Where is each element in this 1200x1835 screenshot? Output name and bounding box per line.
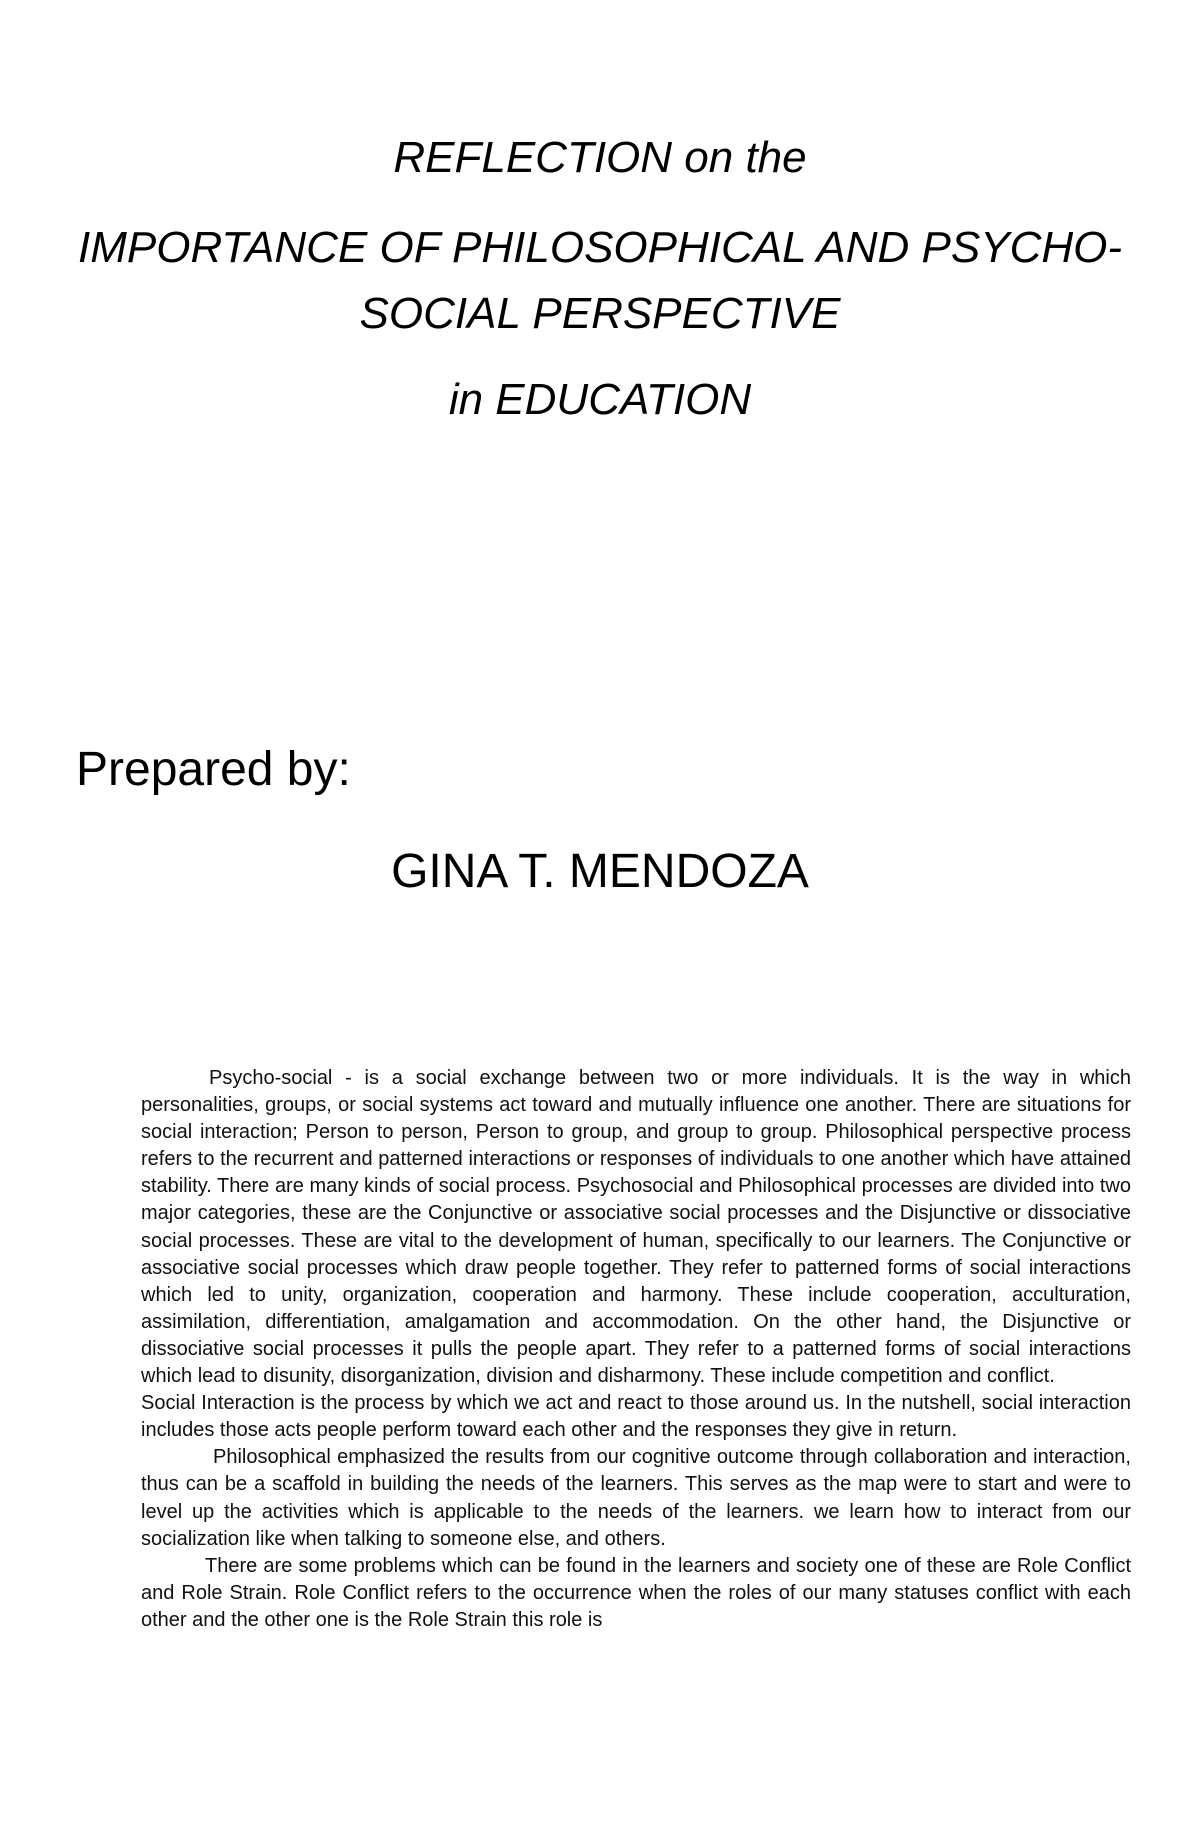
body-text xyxy=(141,1065,1131,1634)
prepared-by-label: Prepared by: xyxy=(76,743,351,796)
title-line-2: IMPORTANCE OF PHILOSOPHICAL AND PSYCHO- xyxy=(78,223,1122,272)
title-line-4: in EDUCATION xyxy=(448,375,752,424)
title-line-3: SOCIAL PERSPECTIVE xyxy=(359,289,841,338)
paragraph-social-interaction: Social Interaction is the process by which we act and react to those around us. In the nutshell, social interaction includes those acts people perform toward each other and the responses they give in return. xyxy=(141,1392,1131,1442)
title-line-1: REFLECTION on the xyxy=(393,133,807,182)
paragraph-psycho-social: Psycho-social - is a social exchange between two or more individuals. It is the way in which personalities, groups, or social systems act toward and mutually influence one another. There are situations for social interaction; Person to person, Person to group, and group to group. Philosophical perspective process refers to the recurrent and patterned interactions or responses of individuals to one another which have attained stability. There are many kinds of social process. Psychosocial and Philosophical processes are divided into two major categories, these are the Conjunctive or associative social processes and the Disjunctive or dissociative social processes. These are vital to the development of human, specifically to our learners. The Conjunctive or associative social processes which draw people together. They refer to patterned forms of social interactions which led to unity, organization, cooperation and harmony. These include cooperation, acculturation, assimilation, differentiation, amalgamation and accommodation. On the other hand, the Disjunctive or dissociative social processes it pulls the people apart. They refer to a patterned forms of social interactions which lead to disunity, disorganization, division and disharmony. These include competition and conflict. xyxy=(141,1067,1131,1388)
author-name: GINA T. MENDOZA xyxy=(391,845,809,898)
paragraph-philosophical: Philosophical emphasized the results from our cognitive outcome through collaboration and interaction, thus can be a scaffold in building the needs of the learners. This serves as the map were to start and were to level up the activities which is applicable to the needs of the learners. we learn how to interact from our socialization like when talking to someone else, and others. xyxy=(141,1446,1131,1550)
paragraph-role-conflict: There are some problems which can be found in the learners and society one of these are Role Conflict and Role Strain. Role Conflict refers to the occurrence when the roles of our many statuses conflict with each other and the other one is the Role Strain this role is xyxy=(141,1554,1131,1631)
